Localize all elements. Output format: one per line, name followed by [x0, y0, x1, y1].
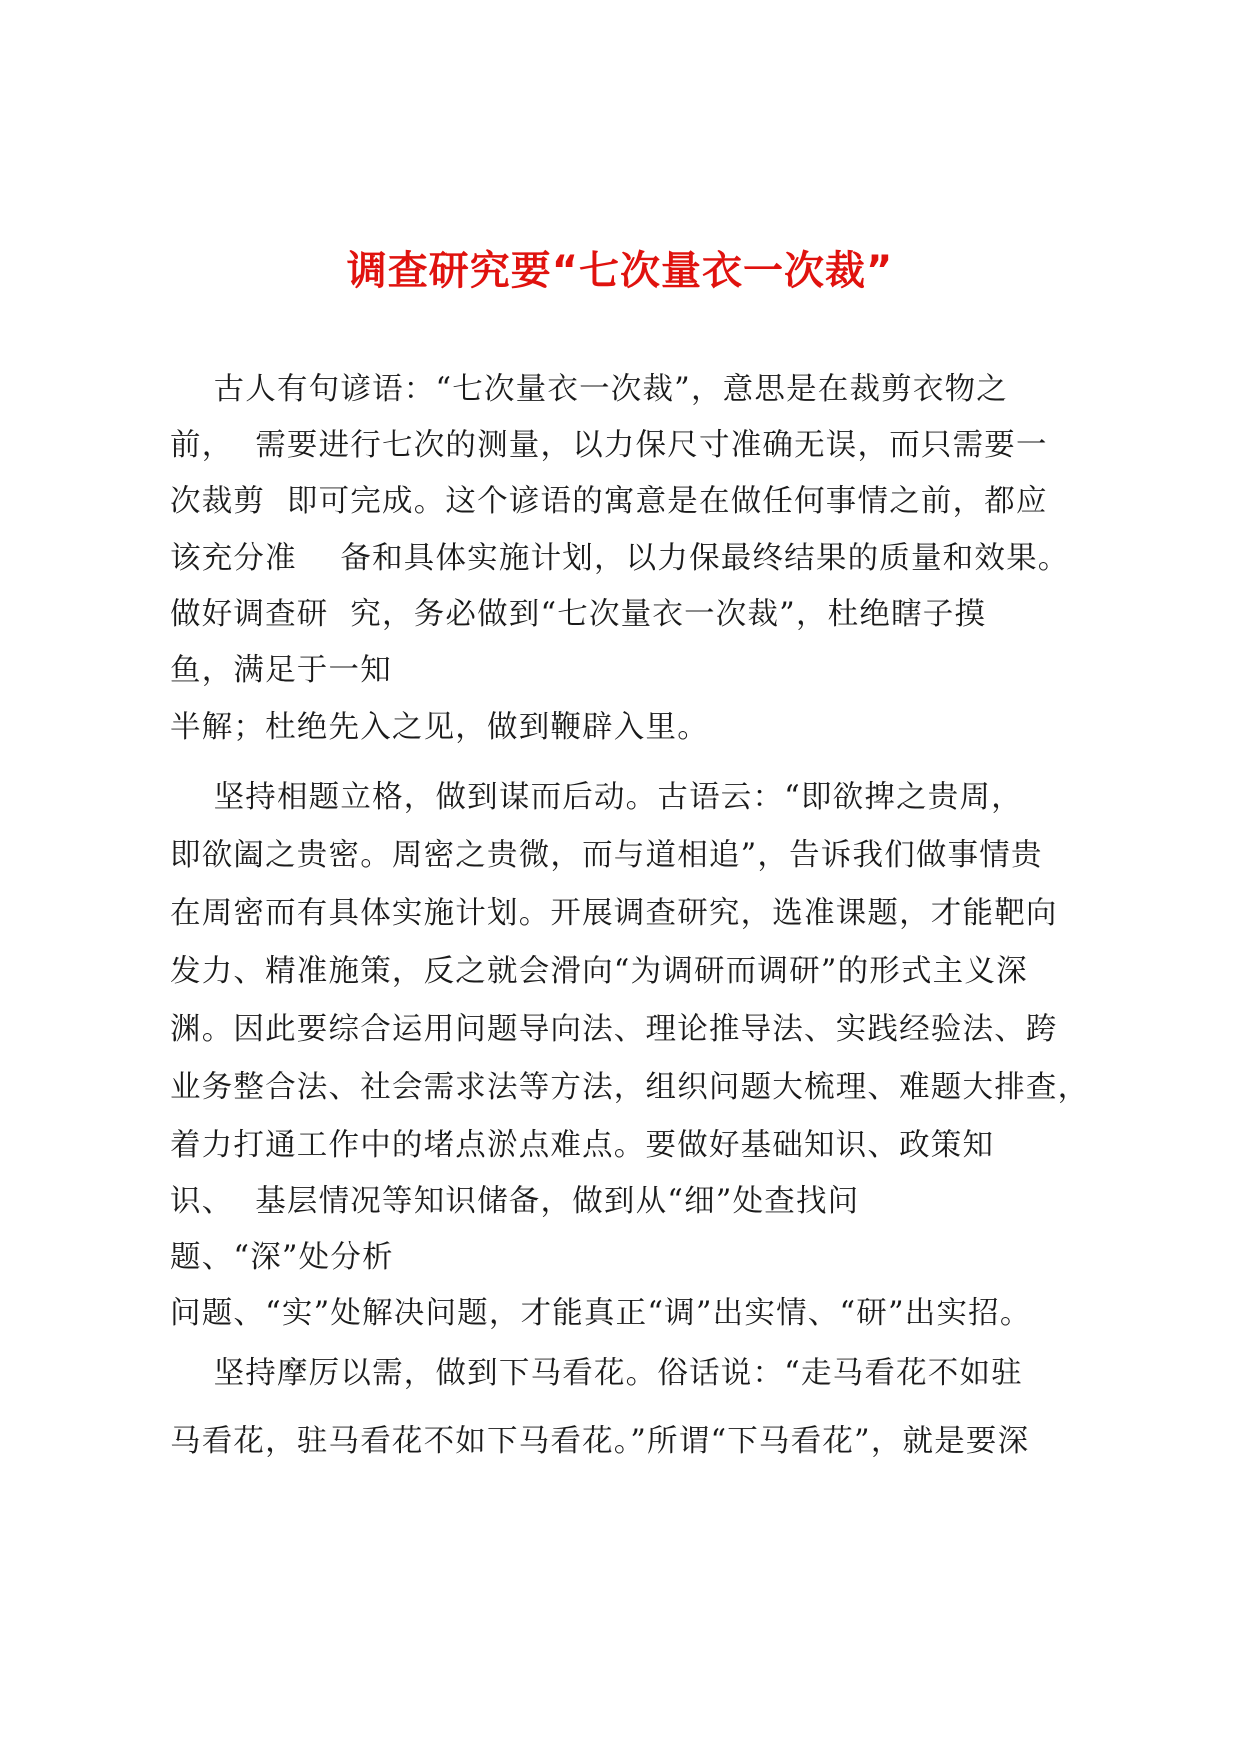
document-title: 调查研究要“七次量衣一次裁”	[346, 248, 894, 294]
body-line: 鱼，满足于一知	[170, 653, 392, 688]
body-line: 问题、“实”处解决问题，才能真正“调”出实情、“研”出实招。	[170, 1296, 1032, 1331]
body-line: 识、 基层情况等知识储备，做到从“细”处查找问	[170, 1184, 860, 1219]
body-line: 前， 需要进行七次的测量，以力保尺寸准确无误，而只需要一	[170, 428, 1048, 463]
body-line: 次裁剪 即可完成。这个谚语的寓意是在做任何事情之前，都应	[170, 484, 1048, 519]
body-line: 业务整合法、社会需求法等方法，组织问题大梳理、难题大排查，	[170, 1070, 1090, 1105]
body-line: 题、“深”处分析	[170, 1240, 394, 1275]
body-line: 发力、精准施策，反之就会滑向“为调研而调研”的形式主义深	[170, 954, 1028, 989]
body-line: 马看花，驻马看花不如下马看花。”所谓“下马看花”，就是要深	[170, 1424, 1030, 1459]
body-line: 坚持相题立格，做到谋而后动。古语云：“即欲捭之贵周，	[170, 780, 1023, 815]
body-line: 该充分准 备和具体实施计划，以力保最终结果的质量和效果。	[170, 541, 1070, 576]
body-line: 在周密而有具体实施计划。开展调查研究，选准课题，才能靶向	[170, 896, 1058, 931]
body-line: 古人有句谚语：“七次量衣一次裁”，意思是在裁剪衣物之	[170, 372, 1008, 407]
body-line: 做好调查研 究，务必做到“七次量衣一次裁”，杜绝瞎子摸	[170, 597, 987, 632]
body-line: 着力打通工作中的堵点淤点难点。要做好基础知识、政策知	[170, 1128, 995, 1163]
body-line: 渊。因此要综合运用问题导向法、理论推导法、实践经验法、跨	[170, 1012, 1058, 1047]
body-line: 即欲阖之贵密。周密之贵微，而与道相追”，告诉我们做事情贵	[170, 838, 1043, 873]
body-line: 坚持摩厉以需，做到下马看花。俗话说：“走马看花不如驻	[170, 1356, 1023, 1391]
body-line: 半解；杜绝先入之见，做到鞭辟入里。	[170, 710, 709, 745]
